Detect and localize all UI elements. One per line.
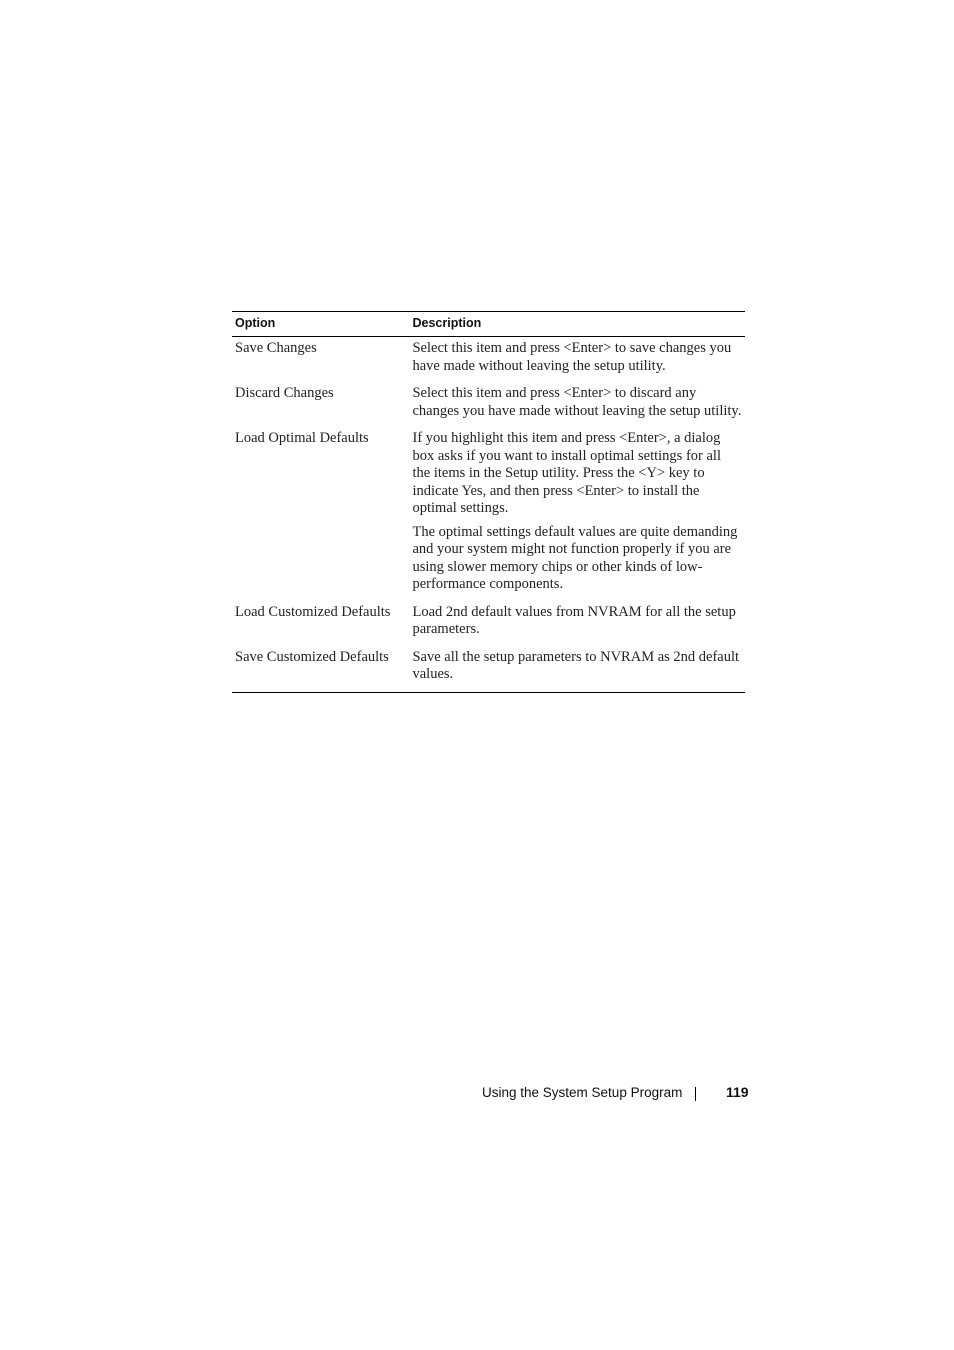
description-cell: [406, 602, 745, 647]
option-cell: Save Changes: [235, 340, 317, 356]
table-row: [232, 337, 745, 384]
page-footer: [482, 1084, 752, 1104]
option-cell: Load Optimal Defaults: [235, 430, 369, 446]
footer-separator: [695, 1087, 696, 1101]
description-cell: [406, 337, 745, 384]
table-header-row: [232, 312, 745, 337]
option-cell: Load Customized Defaults: [235, 603, 391, 620]
description-text: Load 2nd default values from NVRAM for all the setup parameters.: [412, 603, 736, 637]
table-row: [232, 647, 745, 693]
options-table: [232, 311, 745, 693]
option-cell: Discard Changes: [235, 385, 334, 401]
description-cell: [406, 383, 745, 428]
page-number: 119: [726, 1084, 749, 1100]
header-description: Description: [406, 312, 745, 337]
description-cell: [406, 647, 745, 693]
description-text: Select this item and press <Enter> to discard any changes you have made without leaving the setup utility.: [412, 385, 742, 419]
description-text: Select this item and press <Enter> to save changes you have made without leaving the setup utility.: [412, 340, 732, 374]
description-text: The optimal settings default values are quite demanding and your system might not function properly if you are using slower memory chips or other kinds of low-performance components.: [412, 523, 738, 592]
description-text: Save all the setup parameters to NVRAM as 2nd default values.: [412, 648, 740, 682]
description-cell: [406, 428, 745, 602]
option-cell: Save Customized Defaults: [235, 648, 389, 665]
description-text: If you highlight this item and press <Enter>, a dialog box asks if you want to install optimal settings for all the items in the Setup utility. Press the <Y> key to indicate Yes, and then press <Enter> to install the optimal settings.: [412, 430, 721, 516]
header-option: Option: [232, 312, 406, 337]
table-row: [232, 428, 745, 602]
table-row: [232, 602, 745, 647]
table-row: [232, 383, 745, 428]
footer-title: Using the System Setup Program: [482, 1085, 683, 1100]
